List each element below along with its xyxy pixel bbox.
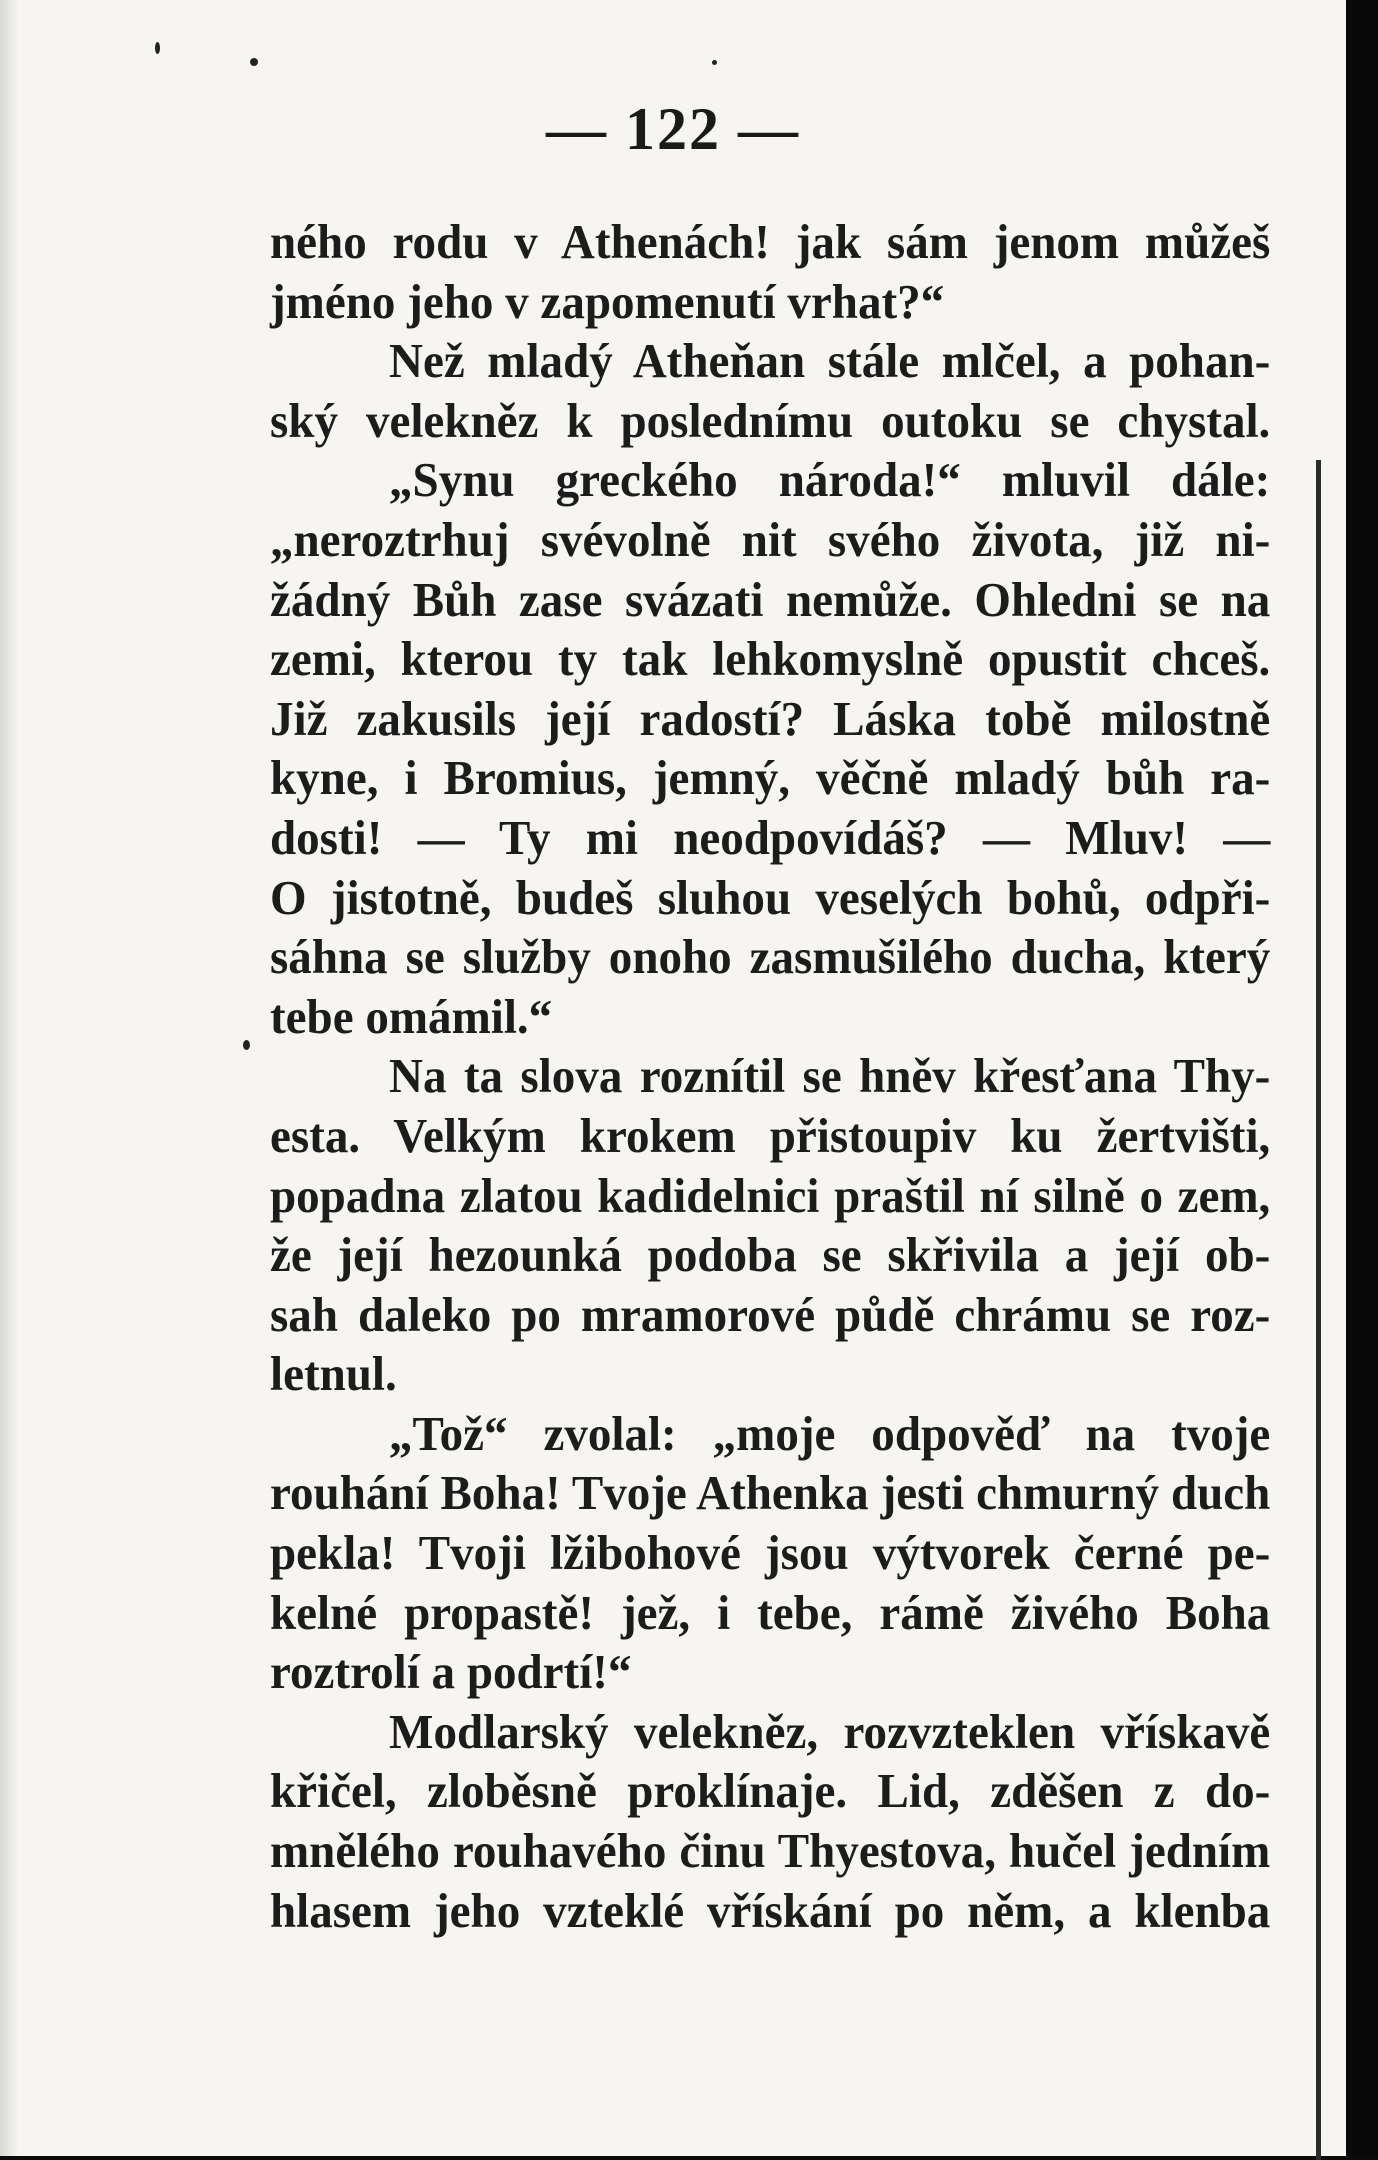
text-line: pekla! Tvoji lžibohové jsou výtvorek černé pe- <box>270 1525 1271 1581</box>
binding-shadow <box>1316 460 1321 2160</box>
text-line: rouhání Boha! Tvoje Athenka jesti chmurný duch <box>270 1465 1271 1521</box>
text-line: ský velekněz k poslednímu outoku se chystal. <box>270 392 1271 448</box>
text-line: Modlarský velekněz, rozvzteklen vřískavě <box>389 1703 1271 1759</box>
page-number: — 122 — <box>546 96 800 162</box>
text-line: „Tož“ zvolal: „moje odpověď na tvoje <box>389 1405 1271 1461</box>
scan-border <box>1346 0 1378 2156</box>
ink-speck <box>250 58 258 66</box>
text-line: ného rodu v Athenách! jak sám jenom můžeš <box>270 214 1271 269</box>
text-line: „neroztrhuj svévolně nit svého života, již ni- <box>270 511 1271 567</box>
text-line: křičel, zloběsně proklínaje. Lid, zděšen z do- <box>270 1763 1271 1819</box>
text-line: „Synu greckého národa!“ mluvil dále: <box>389 452 1271 508</box>
ink-speck <box>712 60 717 65</box>
text-line: roztrolí a podrtí!“ <box>270 1644 632 1700</box>
text-line: sáhna se služby onoho zasmušilého ducha, který <box>270 929 1271 985</box>
body-text <box>270 212 1270 1940</box>
text-line: hlasem jeho vzteklé vřískání po něm, a klenba <box>270 1882 1271 1938</box>
text-line: sah daleko po mramorové půdě chrámu se roz- <box>270 1286 1271 1342</box>
text-line: kelné propastě! jež, i tebe, rámě živého Boha <box>270 1584 1271 1640</box>
text-line: mnělého rouhavého činu Thyestova, hučel jedním <box>270 1823 1271 1879</box>
text-line: Již zakusils její radostí? Láska tobě milostně <box>270 690 1271 746</box>
text-line: Na ta slova roznítil se hněv křesťana Thy- <box>389 1048 1271 1104</box>
text-line: O jistotně, budeš sluhou veselých bohů, odpři- <box>270 869 1271 925</box>
text-line: jméno jeho v zapomenutí vrhat?“ <box>270 273 945 329</box>
text-line: dosti! — Ty mi neodpovídáš? — Mluv! — <box>270 809 1271 865</box>
ink-speck <box>243 1040 250 1050</box>
text-line: popadna zlatou kadidelnici praštil ní silně o zem, <box>270 1167 1271 1223</box>
text-line: žádný Bůh zase svázati nemůže. Ohledni se na <box>270 571 1271 627</box>
text-line: tebe omámil.“ <box>270 988 553 1044</box>
text-line: esta. Velkým krokem přistoupiv ku žertvišti, <box>270 1107 1271 1163</box>
text-line: že její hezounká podoba se skřivila a její ob- <box>270 1227 1271 1283</box>
text-line: letnul. <box>270 1346 397 1402</box>
ink-speck <box>155 42 160 54</box>
text-line: zemi, kterou ty tak lehkomyslně opustit chceš. <box>270 631 1271 687</box>
text-line: Než mladý Atheňan stále mlčel, a pohan- <box>389 333 1271 389</box>
page-edge <box>0 0 18 2156</box>
text-line: kyne, i Bromius, jemný, věčně mladý bůh ra- <box>270 750 1271 806</box>
